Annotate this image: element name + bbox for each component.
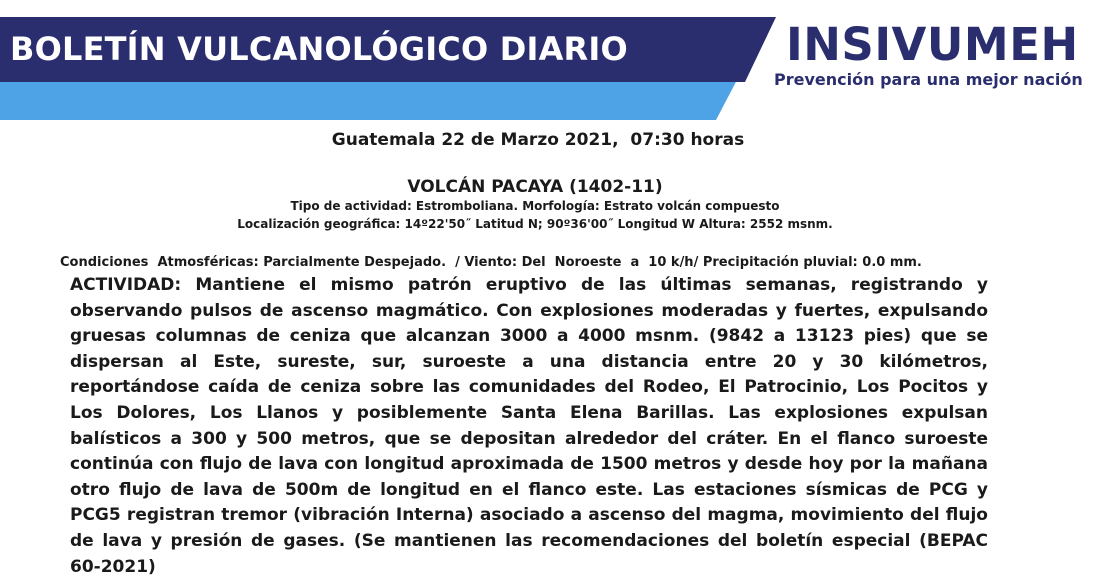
banner-light-blue-stripe <box>0 78 738 120</box>
activity-label: ACTIVIDAD: <box>70 275 182 295</box>
volcano-name: VOLCÁN PACAYA (1402-11) <box>407 177 663 197</box>
activity-type: Tipo de actividad: Estromboliana. Morfología: Estrato volcán compuesto <box>290 199 780 213</box>
bulletin-title: BOLETÍN VULCANOLÓGICO DIARIO <box>10 30 628 68</box>
org-logo-text: INSIVUMEH <box>786 18 1079 71</box>
header-banner <box>0 0 1106 125</box>
geo-location: Localización geográfica: 14º22'50˝ Latitud N; 90º36'00˝ Longitud W Altura: 2552 msnm. <box>237 217 833 231</box>
atmospheric-conditions: Condiciones Atmosféricas: Parcialmente Despejado. / Viento: Del Noroeste a 10 k/h/ Precipitación pluvial: 0.0 mm. <box>60 255 922 270</box>
report-date: Guatemala 22 de Marzo 2021, 07:30 horas <box>331 130 745 150</box>
org-slogan: Prevención para una mejor nación <box>774 70 1083 89</box>
activity-text: Mantiene el mismo patrón eruptivo de las últimas semanas, registrando y observando pulsos de ascenso magmático. Con explosiones moderadas y fuertes, expulsando gruesas columnas de ceniza que alcanzan 3000 a 4000 msnm. (9842 a 13123 pies) que se dispersan al Este, sureste, sur, suroeste a una distancia entre 20 y 30 kilómetros, reportándose caída de ceniza sobre las comunidades del Rodeo, El Patrocinio, Los Pocitos y Los Dolores, Los Llanos y posiblemente Santa Elena Barillas. Las explosiones expulsan balísticos a 300 y 500 metros, que se depositan alrededor del cráter. En el flanco suroeste continúa con flujo de lava con longitud aproximada de 1500 metros y desde hoy por la mañana otro flujo de lava de 500m de longitud en el flanco este. Las estaciones sísmicas de PCG y PCG5 registran tremor (vibración Interna) asociado a ascenso del magma, movimiento del flujo de lava y presión de gases. (Se mantienen las recomendaciones del boletín especial (BEPAC 60-2021) <box>70 275 988 577</box>
activity-paragraph <box>70 273 988 580</box>
